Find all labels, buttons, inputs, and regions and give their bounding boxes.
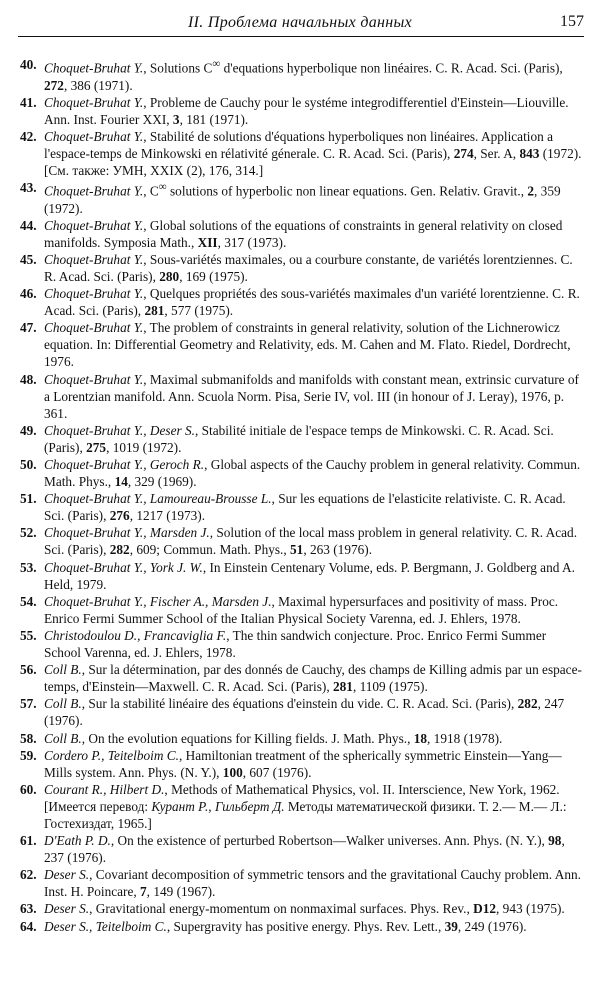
reference-volume: 98 xyxy=(548,833,562,849)
reference-number: 46. xyxy=(20,286,37,302)
reference-authors: Choquet-Bruhat Y. xyxy=(44,371,144,387)
reference-item xyxy=(20,781,586,832)
reference-item xyxy=(20,285,586,319)
reference-number: 51. xyxy=(20,491,37,507)
reference-authors: Coll B. xyxy=(44,730,82,746)
reference-number: 43. xyxy=(20,180,37,196)
reference-number: 42. xyxy=(20,128,37,144)
reference-authors: Choquet-Bruhat Y., York J. W. xyxy=(44,559,203,575)
reference-item xyxy=(20,456,586,490)
reference-item xyxy=(20,627,586,661)
reference-text: , The thin sandwich conjecture. Proc. Enrico Fermi Summer School Varenna, ed. J. Ehlers, 1978. xyxy=(44,627,547,661)
reference-text: , Supergravity has positive energy. Phys. Rev. Lett., xyxy=(166,918,445,934)
reference-text: , 329 (1969). xyxy=(127,474,197,490)
reference-volume: XII xyxy=(197,234,218,250)
reference-item xyxy=(20,747,586,781)
reference-item xyxy=(20,217,586,251)
page-number: 157 xyxy=(560,13,584,30)
reference-text: , 577 (1975). xyxy=(164,303,234,319)
reference-authors: Choquet-Bruhat Y. xyxy=(44,128,144,144)
reference-item xyxy=(20,593,586,627)
reference-volume: 18 xyxy=(413,730,428,746)
reference-item xyxy=(20,900,586,917)
reference-text: , Sur la détermination, par des donnés de Cauchy, des champs de Killing admis par un espace-temps, d'Einstein—Maxwell. C. R. Acad. Sci. (Paris), xyxy=(44,662,582,695)
reference-volume: 3 xyxy=(172,111,180,127)
reference-text: , 149 (1967). xyxy=(146,884,216,900)
reference-number: 50. xyxy=(20,457,37,472)
reference-number: 61. xyxy=(20,833,37,849)
reference-text: , 359 (1972). xyxy=(44,183,561,216)
reference-text: , Sur les equations de l'elasticite relativiste. C. R. Acad. Sci. (Paris), xyxy=(44,491,566,524)
reference-text: (1972). [См. также: УМН, XXIX (2), 176, 314.] xyxy=(44,145,582,178)
reference-text: ∞ xyxy=(212,58,221,70)
reference-text: , 1019 (1972). xyxy=(106,439,182,455)
reference-authors: Deser S. xyxy=(44,867,90,883)
reference-authors: Choquet-Bruhat Y. xyxy=(44,320,144,336)
reference-authors: Choquet-Bruhat Y. xyxy=(44,60,144,76)
reference-text: , 1217 (1973). xyxy=(129,508,206,524)
reference-number: 45. xyxy=(20,251,37,267)
reference-number: 47. xyxy=(20,320,37,336)
reference-number: 59. xyxy=(20,747,37,763)
reference-text: , Ser. A, xyxy=(473,145,520,161)
reference-number: 52. xyxy=(20,525,37,541)
reference-authors: Coll B. xyxy=(44,662,82,678)
chapter-title: II. Проблема начальных данных xyxy=(188,14,413,31)
reference-text: , 386 (1971). xyxy=(63,77,133,93)
reference-number: 63. xyxy=(20,901,37,917)
reference-text: , 609; Commun. Math. Phys., xyxy=(129,542,291,558)
reference-number: 64. xyxy=(20,918,37,934)
reference-text: solutions of hyperbolic non linear equations. Gen. Relativ. Gravit., xyxy=(166,183,528,199)
reference-authors: Choquet-Bruhat Y., Marsden J. xyxy=(44,525,210,541)
reference-text: Методы математической физики. Т. 2.— М.— Л.: Гостехиздат, 1965.] xyxy=(44,798,567,831)
reference-authors: Choquet-Bruhat Y., Fischer A., Marsden J. xyxy=(44,593,272,609)
reference-item xyxy=(20,251,586,285)
reference-item xyxy=(20,422,586,456)
reference-text: , 263 (1976). xyxy=(303,542,373,558)
reference-volume: 276 xyxy=(109,508,130,524)
reference-number: 58. xyxy=(20,730,37,746)
reference-authors: Deser S. xyxy=(44,901,90,917)
reference-text: , On the evolution equations for Killing fields. J. Math. Phys., xyxy=(81,730,414,746)
reference-authors: Choquet-Bruhat Y. xyxy=(44,251,144,267)
reference-volume: D12 xyxy=(473,901,497,917)
reference-text: , Sur la stabilité linéaire des équations d'einstein du vide. C. R. Acad. Sci. (Paris), xyxy=(81,696,518,712)
reference-text: , 181 (1971). xyxy=(179,111,249,127)
reference-text: , 1109 (1975). xyxy=(352,679,428,695)
reference-item xyxy=(20,128,586,179)
reference-volume: 282 xyxy=(109,542,130,558)
reference-item xyxy=(20,179,586,217)
reference-authors: Choquet-Bruhat Y., Deser S. xyxy=(44,422,195,438)
reference-text: , 317 (1973). xyxy=(217,234,287,250)
reference-text: , In Einstein Centenary Volume, eds. P. Bergmann, J. Goldberg and A. Held, 1979. xyxy=(44,559,575,592)
reference-number: 57. xyxy=(20,696,37,712)
reference-number: 41. xyxy=(20,94,37,110)
reference-text: , Maximal hypersurfaces and positivity of mass. Proc. Enrico Fermi Summer School of the Italian Physical Society Varenna, ed. J. Ehlers, 1978. xyxy=(44,593,559,626)
reference-text: , On the existence of perturbed Robertson—Walker universes. Ann. Phys. (N. Y.), xyxy=(110,833,549,849)
reference-text: , Quelques propriétés des sous-variétés maximales d'un variété lorentzienne. C. R. Acad. Sci. (Paris), xyxy=(44,286,580,319)
reference-volume: 7 xyxy=(140,884,147,900)
reference-item xyxy=(20,695,586,729)
reference-number: 54. xyxy=(20,593,37,609)
reference-text: , Stabilité de solutions d'équations hyperboliques non linéaires. Application a l'espace-temps de Minkowski en rélativité génerale. C. R. Acad. Sci. (Paris), xyxy=(44,128,553,161)
reference-authors: Courant R., Hilbert D. xyxy=(44,781,165,797)
running-header xyxy=(18,12,584,37)
reference-item xyxy=(20,371,586,422)
reference-text: , C xyxy=(143,183,159,199)
reference-number: 60. xyxy=(20,781,37,797)
reference-authors: Christodoulou D., Francaviglia F. xyxy=(44,627,227,643)
reference-volume: 281 xyxy=(144,303,165,319)
reference-number: 49. xyxy=(20,422,37,438)
reference-number: 55. xyxy=(20,627,37,643)
reference-authors: Choquet-Bruhat Y., Geroch R. xyxy=(44,457,205,472)
reference-text: , Solutions C xyxy=(143,60,213,76)
reference-authors: Coll B. xyxy=(44,696,82,712)
reference-volume: 2 xyxy=(527,183,535,199)
reference-text: , Methods of Mathematical Physics, vol. II. Interscience, New York, 1962. [Имеется перевод: xyxy=(44,781,560,814)
reference-volume: 100 xyxy=(222,764,243,780)
reference-text: , Gravitational energy-momentum on nonmaximal surfaces. Phys. Rev., xyxy=(89,901,474,917)
reference-text: , 249 (1976). xyxy=(457,918,527,934)
reference-number: 56. xyxy=(20,662,37,678)
reference-item xyxy=(20,319,586,370)
reference-text: , Stabilité initiale de l'espace temps de Minkowski. C. R. Acad. Sci. (Paris), xyxy=(44,422,554,455)
reference-text: , Maximal submanifolds and manifolds with constant mean, extrinsic curvature of a Lorentzian manifold. Ann. Scuola Norm. Pisa, Serie IV, vol. III (in honour of J. Leray), 1976, p. 361. xyxy=(44,371,579,421)
reference-text: , 247 (1976). xyxy=(44,696,565,729)
reference-authors: Deser S., Teitelboim C. xyxy=(44,918,167,934)
reference-volume: 281 xyxy=(333,679,353,695)
reference-authors: Choquet-Bruhat Y. xyxy=(44,183,144,199)
reference-volume: 843 xyxy=(519,145,540,161)
reference-text: ∞ xyxy=(158,181,167,194)
reference-text: , Global solutions of the equations of constraints in general relativity on closed manifolds. Symposia Math., xyxy=(44,217,563,250)
reference-item xyxy=(20,832,586,866)
reference-authors: D'Eath P. D. xyxy=(44,833,111,849)
reference-item xyxy=(20,94,586,128)
reference-text: , Probleme de Cauchy pour le systéme integrodifferentiel d'Einstein—Liouville. Ann. Inst. Fourier XXI, xyxy=(44,94,569,127)
reference-item xyxy=(20,559,586,593)
reference-volume: 274 xyxy=(453,145,474,161)
reference-volume: 51 xyxy=(290,542,304,558)
reference-item xyxy=(20,490,586,524)
reference-text: , The problem of constraints in general relativity, solution of the Lichnerowicz equation. In: Differential Geometry and Relativity, eds. M. Cahen and M. Flato. Riedel, Dordrecht, 1976. xyxy=(44,320,571,370)
reference-text: d'equations hyperbolique non linéaires. C. R. Acad. Sci. (Paris), xyxy=(220,60,563,76)
reference-authors: Choquet-Bruhat Y. xyxy=(44,94,144,110)
reference-volume: 14 xyxy=(114,474,128,490)
reference-authors: Choquet-Bruhat Y. xyxy=(44,217,144,233)
reference-item xyxy=(20,524,586,558)
reference-item xyxy=(20,730,586,747)
reference-text: , 1918 (1978). xyxy=(427,730,503,746)
reference-number: 40. xyxy=(20,57,37,72)
reference-number: 53. xyxy=(20,559,37,575)
reference-volume: 275 xyxy=(86,439,107,455)
reference-number: 44. xyxy=(20,217,37,233)
reference-text: , Global aspects of the Cauchy problem in general relativity. Commun. Math. Phys., xyxy=(44,457,581,490)
reference-item xyxy=(20,866,586,900)
reference-text: , Solution of the local mass problem in general relativity. C. R. Acad. Sci. (Paris), xyxy=(44,525,578,558)
reference-item xyxy=(20,918,586,935)
reference-item xyxy=(20,661,586,695)
reference-authors: Cordero P., Teitelboim C. xyxy=(44,747,179,763)
reference-number: 48. xyxy=(20,371,37,387)
reference-volume: 280 xyxy=(159,268,180,284)
reference-list xyxy=(20,56,586,935)
reference-authors: Курант Р., Гильберт Д. xyxy=(151,798,285,814)
reference-text: , 237 (1976). xyxy=(44,833,565,866)
reference-volume: 282 xyxy=(517,696,538,712)
reference-item xyxy=(20,56,586,94)
reference-text: , Hamiltonian treatment of the spherically symmetric Einstein—Yang—Mills system. Ann. Phys. (N. Y.), xyxy=(44,747,562,780)
reference-authors: Choquet-Bruhat Y. xyxy=(44,286,144,302)
reference-text: , 943 (1975). xyxy=(496,901,565,917)
reference-text: , 607 (1976). xyxy=(242,764,312,780)
reference-text: , Covariant decomposition of symmetric tensors and the gravitational Cauchy problem. Ann. Inst. H. Poincare, xyxy=(44,867,581,900)
reference-authors: Choquet-Bruhat Y., Lamoureau-Brousse L. xyxy=(44,491,272,507)
reference-volume: 39 xyxy=(444,918,458,934)
reference-text: , Sous-variétés maximales, ou a courbure constante, de variétés lorentziennes. C. R. Acad. Sci. (Paris), xyxy=(44,251,573,284)
reference-text: , 169 (1975). xyxy=(179,268,248,284)
reference-number: 62. xyxy=(20,867,37,883)
reference-volume: 272 xyxy=(44,77,64,93)
